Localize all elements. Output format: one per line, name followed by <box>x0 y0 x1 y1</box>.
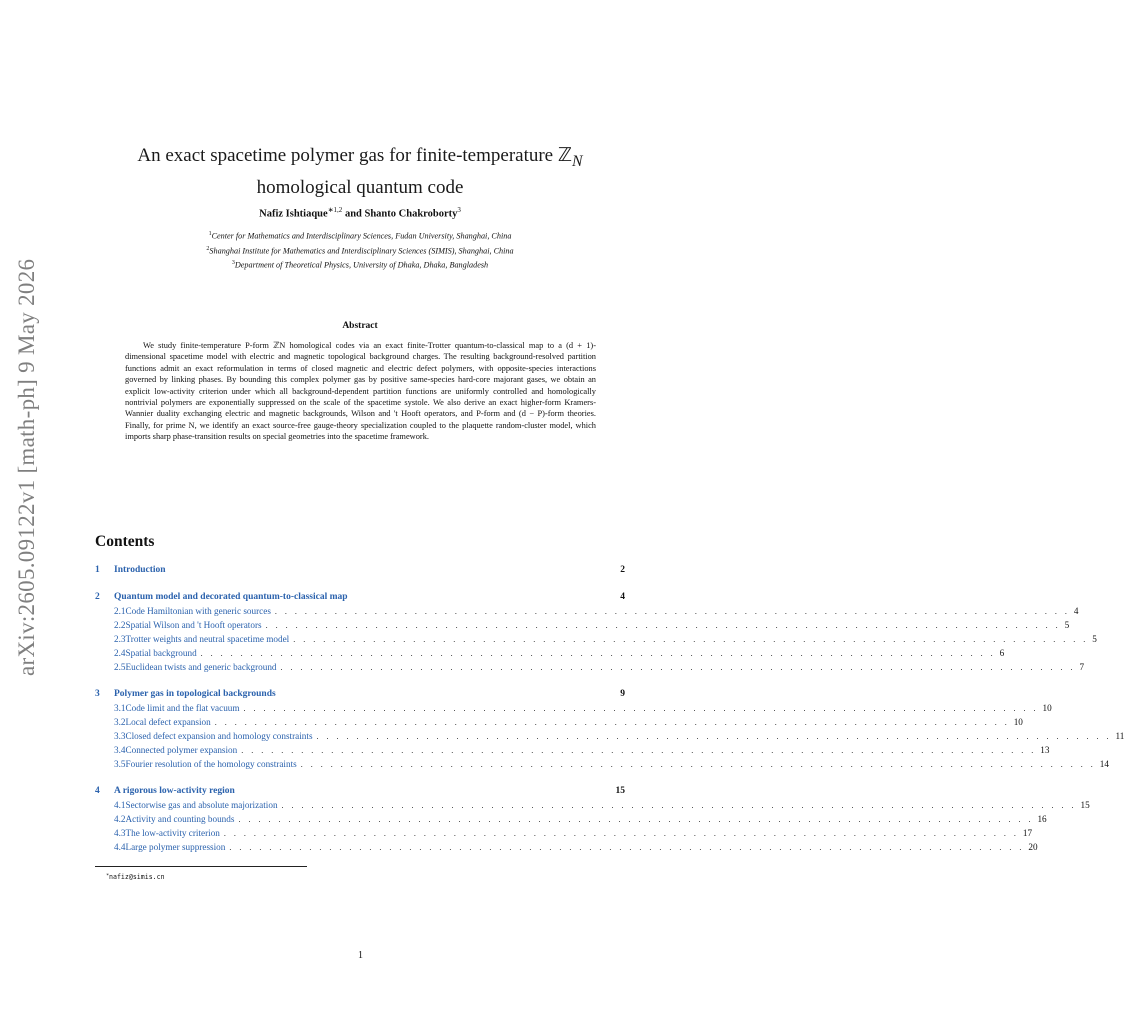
toc-section-title[interactable]: Introduction <box>114 565 166 575</box>
toc-section-2[interactable] <box>95 590 625 604</box>
toc-subsection-4-4[interactable] <box>95 840 1038 854</box>
toc-section-page: 15 <box>615 786 625 796</box>
toc-subsection-page: 4 <box>1073 606 1079 616</box>
title-subscript: N <box>572 152 583 170</box>
author-1: Nafiz Ishtiaque <box>259 208 328 220</box>
toc-section-1[interactable] <box>95 563 625 577</box>
affiliation-text: Center for Mathematics and Interdisciplinary Sciences, Fudan University, Shanghai, China <box>211 231 512 241</box>
toc-subsection-2-3[interactable] <box>95 632 1097 646</box>
affiliation-mark: 3 <box>231 260 235 267</box>
toc-subsection-title[interactable]: Euclidean twists and generic background <box>125 662 277 672</box>
author-2-marks: 3 <box>457 206 461 214</box>
toc-subsection-title[interactable]: Code limit and the flat vacuum <box>125 703 240 713</box>
toc-subsection-3-1[interactable] <box>95 701 1052 715</box>
toc-subsection-title[interactable]: Spatial background <box>125 648 197 658</box>
toc-subsection-number: 3.3 <box>114 731 126 741</box>
abstract-body: We study finite-temperature P-form ℤN homological codes via an exact finite-Trotter quantum-to-classical map to a (d + 1)-dimensional spacetime model with electric and magnetic topological background charges. The resulting background-resolved partition functions admit an exact reformulation in terms of closed magnetic and electric defect polymers, with opposite-species interactions governed by linking phases. By bounding this complex polymer gas by positive same-species hard-core majorant gases, we obtain an explicit low-activity criterion under which all background-dependent partition functions are uniformly controlled and homologically nontrivial polymers are exponentially suppressed on the scale of the spacetime systole. We also derive an exact higher-form Kramers-Wannier duality exchanging electric and magnetic backgrounds, Wilson and 't Hooft operators, and P-form and (d − P)-form theories. Finally, for prime N, we identify an exact source-free gauge-theory specialization coupled to the plaquette random-cluster model, which imports sharp phase-transition results on special geometries into the spacetime framework. <box>125 341 596 442</box>
toc-leader-dots: . . . . . . . . . . . . . . . . . . . . . . . . . . . . . . . . . . . . . . . . . . . . . . . . . . . . . . . . . . . . . . . . . . . . . . . . . . . . . . . . <box>214 718 1010 727</box>
toc-section-number: 4 <box>95 786 100 796</box>
affiliation-1 <box>95 228 625 243</box>
toc-subsection-page: 10 <box>1013 717 1023 727</box>
toc-section-number: 2 <box>95 592 100 602</box>
toc-subsection-title[interactable]: Closed defect expansion and homology constraints <box>125 731 313 741</box>
toc-subsection-number: 2.3 <box>114 634 126 644</box>
toc-subsection-3-4[interactable] <box>95 743 1050 757</box>
toc-leader-dots: . . . . . . . . . . . . . . . . . . . . . . . . . . . . . . . . . . . . . . . . . . . . . . . . . . . . . . . . . . . . . . . . . . . . . . . . . . . . . . . . <box>238 815 1034 824</box>
footnote-rule <box>95 866 307 867</box>
toc-section-number: 3 <box>95 689 100 699</box>
toc-subsection-number: 2.4 <box>114 648 126 658</box>
toc-subsection-number: 4.4 <box>114 842 126 852</box>
author-1-marks: ∗1,2 <box>327 206 343 214</box>
toc-subsection-title[interactable]: Spatial Wilson and 't Hooft operators <box>125 620 262 630</box>
toc-section-title[interactable]: A rigorous low-activity region <box>114 786 235 796</box>
toc-subsection-3-2[interactable] <box>95 715 1023 729</box>
affiliation-text: Shanghai Institute for Mathematics and Interdisciplinary Sciences (SIMIS), Shanghai, China <box>209 246 514 256</box>
toc-section-page: 4 <box>620 592 625 602</box>
toc-section-4[interactable] <box>95 784 625 798</box>
toc-subsection-number: 4.3 <box>114 828 126 838</box>
affiliation-3 <box>95 257 625 272</box>
arxiv-identifier: arXiv:2605.09122v1 [math-ph] 9 May 2026 <box>14 258 39 676</box>
table-of-contents <box>95 563 1124 854</box>
toc-leader-dots: . . . . . . . . . . . . . . . . . . . . . . . . . . . . . . . . . . . . . . . . . . . . . . . . . . . . . . . . . . . . . . . . . . . . . . . . . . . . . . . . <box>243 704 1039 713</box>
toc-subsection-page: 10 <box>1042 703 1052 713</box>
toc-subsection-page: 5 <box>1092 634 1097 644</box>
affiliation-mark: 2 <box>206 245 210 252</box>
author-conjunction: and <box>342 208 365 220</box>
toc-subsection-title[interactable]: Code Hamiltonian with generic sources <box>125 606 271 616</box>
toc-subsection-number: 2.5 <box>114 662 126 672</box>
toc-subsection-page: 17 <box>1022 828 1033 838</box>
toc-leader-dots: . . . . . . . . . . . . . . . . . . . . . . . . . . . . . . . . . . . . . . . . . . . . . . . . . . . . . . . . . . . . . . . . . . . . . . . . . . . . . . . . <box>280 663 1076 672</box>
toc-section-page: 2 <box>620 565 625 575</box>
toc-leader-dots: . . . . . . . . . . . . . . . . . . . . . . . . . . . . . . . . . . . . . . . . . . . . . . . . . . . . . . . . . . . . . . . . . . . . . . . . . . . . . . . . <box>316 732 1112 741</box>
footnote-mark: ∗ <box>106 872 110 878</box>
toc-subsection-page: 16 <box>1037 814 1047 824</box>
toc-leader-dots: . . . . . . . . . . . . . . . . . . . . . . . . . . . . . . . . . . . . . . . . . . . . . . . . . . . . . . . . . . . . . . . . . . . . . . . . . . . . . . . . <box>265 621 1061 630</box>
toc-subsection-3-5[interactable] <box>95 757 1109 771</box>
toc-subsection-number: 2.1 <box>114 606 126 616</box>
toc-subsection-2-4[interactable] <box>95 646 1005 660</box>
title-line-1-text: An exact spacetime polymer gas for finite-temperature <box>137 145 558 166</box>
toc-subsection-title[interactable]: Fourier resolution of the homology constraints <box>125 759 297 769</box>
toc-subsection-title[interactable]: Sectorwise gas and absolute majorization <box>125 800 278 810</box>
toc-subsection-4-1[interactable] <box>95 798 1090 812</box>
title-symbol: ℤ <box>557 145 573 166</box>
toc-subsection-number: 2.2 <box>114 620 126 630</box>
toc-subsection-2-1[interactable] <box>95 604 1079 618</box>
toc-leader-dots: . . . . . . . . . . . . . . . . . . . . . . . . . . . . . . . . . . . . . . . . . . . . . . . . . . . . . . . . . . . . . . . . . . . . . . . . . . . . . . . . <box>281 801 1077 810</box>
toc-subsection-title[interactable]: Connected polymer expansion <box>125 745 238 755</box>
toc-subsection-title[interactable]: Local defect expansion <box>125 717 211 727</box>
contents-heading: Contents <box>95 533 155 550</box>
toc-subsection-title[interactable]: Trotter weights and neutral spacetime model <box>125 634 290 644</box>
toc-subsection-page: 14 <box>1099 759 1109 769</box>
author-2: Shanto Chakroborty <box>364 208 458 220</box>
author-list <box>95 206 625 220</box>
toc-section-3[interactable] <box>95 687 625 701</box>
toc-subsection-title[interactable]: Large polymer suppression <box>125 842 226 852</box>
abstract-heading: Abstract <box>342 321 378 331</box>
affiliations <box>95 228 625 272</box>
toc-section-title[interactable]: Quantum model and decorated quantum-to-classical map <box>114 592 348 602</box>
title-line-1 <box>95 143 625 175</box>
toc-leader-dots: . . . . . . . . . . . . . . . . . . . . . . . . . . . . . . . . . . . . . . . . . . . . . . . . . . . . . . . . . . . . . . . . . . . . . . . . . . . . . . . . <box>223 829 1019 838</box>
toc-subsection-3-3[interactable] <box>95 729 1124 743</box>
toc-leader-dots: . . . . . . . . . . . . . . . . . . . . . . . . . . . . . . . . . . . . . . . . . . . . . . . . . . . . . . . . . . . . . . . . . . . . . . . . . . . . . . . . <box>274 607 1070 616</box>
toc-subsection-2-2[interactable] <box>95 618 1070 632</box>
toc-subsection-number: 3.2 <box>114 717 126 727</box>
footnote-email[interactable]: nafiz@simis.cn <box>109 873 165 882</box>
toc-subsection-page: 6 <box>999 648 1005 658</box>
toc-subsection-page: 11 <box>1115 731 1124 741</box>
toc-section-number: 1 <box>95 565 100 575</box>
toc-section-page: 9 <box>620 689 625 699</box>
affiliation-mark: 1 <box>208 231 212 237</box>
toc-section-title[interactable]: Polymer gas in topological backgrounds <box>114 689 276 699</box>
toc-subsection-4-2[interactable] <box>95 812 1047 826</box>
affiliation-text: Department of Theoretical Physics, University of Dhaka, Dhaka, Bangladesh <box>234 261 489 271</box>
toc-subsection-number: 3.5 <box>114 759 126 769</box>
toc-leader-dots: . . . . . . . . . . . . . . . . . . . . . . . . . . . . . . . . . . . . . . . . . . . . . . . . . . . . . . . . . . . . . . . . . . . . . . . . . . . . . . . . <box>241 746 1037 755</box>
affiliation-2 <box>95 243 625 258</box>
toc-subsection-page: 20 <box>1028 842 1038 852</box>
footnote <box>106 872 165 881</box>
toc-subsection-number: 4.1 <box>114 800 126 810</box>
toc-subsection-4-3[interactable] <box>95 826 1033 840</box>
toc-leader-dots: . . . . . . . . . . . . . . . . . . . . . . . . . . . . . . . . . . . . . . . . . . . . . . . . . . . . . . . . . . . . . . . . . . . . . . . . . . . . . . . . <box>200 649 996 658</box>
page-number: 1 <box>358 950 363 961</box>
toc-leader-dots: . . . . . . . . . . . . . . . . . . . . . . . . . . . . . . . . . . . . . . . . . . . . . . . . . . . . . . . . . . . . . . . . . . . . . . . . . . . . . . . . <box>293 635 1089 644</box>
toc-subsection-page: 5 <box>1064 620 1070 630</box>
toc-subsection-2-5[interactable] <box>95 660 1085 674</box>
toc-subsection-title[interactable]: Activity and counting bounds <box>125 814 235 824</box>
toc-subsection-page: 13 <box>1040 745 1050 755</box>
toc-leader-dots: . . . . . . . . . . . . . . . . . . . . . . . . . . . . . . . . . . . . . . . . . . . . . . . . . . . . . . . . . . . . . . . . . . . . . . . . . . . . . . . . <box>229 843 1025 852</box>
toc-subsection-number: 3.1 <box>114 703 126 713</box>
paper-title <box>95 143 625 201</box>
toc-subsection-title[interactable]: The low-activity criterion <box>125 828 220 838</box>
toc-subsection-page: 15 <box>1080 800 1090 810</box>
toc-subsection-number: 4.2 <box>114 814 126 824</box>
toc-leader-dots: . . . . . . . . . . . . . . . . . . . . . . . . . . . . . . . . . . . . . . . . . . . . . . . . . . . . . . . . . . . . . . . . . . . . . . . . . . . . . . . . <box>300 760 1096 769</box>
toc-subsection-number: 3.4 <box>114 745 126 755</box>
toc-subsection-page: 7 <box>1079 662 1085 672</box>
title-line-2: homological quantum code <box>256 176 464 198</box>
